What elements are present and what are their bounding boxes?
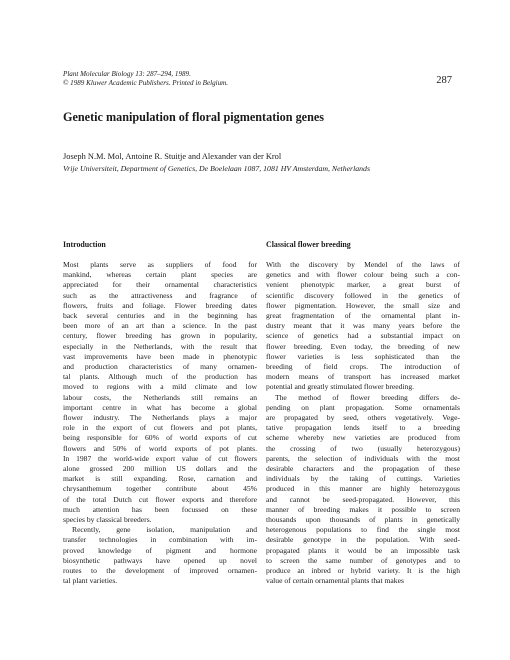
text-line: In 1987 the world-wide export value of cut flowers (63, 453, 257, 463)
text-line: Most plants serve as suppliers of food for (63, 260, 257, 269)
text-line: flower breeding. Even today, the breeding of new (266, 341, 460, 351)
text-line: With the discovery by Mendel of the laws of (266, 260, 460, 269)
text-line: proved knowledge of pigment and hormone (63, 545, 257, 555)
text-line: tal plant varieties. (63, 576, 118, 586)
text-line: century, flower breeding has grown in popularity, (63, 331, 257, 341)
journal-citation (63, 70, 363, 88)
text-line: tative propagation lends itself to a breeding (266, 423, 460, 433)
text-line: and cannot be seed-propagated. However, this (266, 494, 460, 504)
text-line: science of genetics had a substantial impact on (266, 331, 460, 341)
article-affiliation: Vrije Universiteit, Department of Genetics, De Boelelaan 1087, 1081 HV Amsterdam, Netherlands (63, 164, 370, 173)
text-line: alone grossed 200 million US dollars and the (63, 464, 257, 474)
section-heading-introduction: Introduction (63, 240, 106, 249)
text-line: flowers and 50% of world exports of pot plants. (63, 443, 257, 453)
copyright-line: © 1989 Kluwer Academic Publishers. Printed in Belgium. (63, 79, 229, 87)
article-title: Genetic manipulation of floral pigmentation genes (63, 110, 325, 124)
text-line: value of certain ornamental plants that makes (266, 576, 404, 586)
text-line: biosynthetic pathways have opened up novel (63, 555, 257, 565)
text-line: market is still expanding. Rose, carnation and (63, 474, 257, 484)
text-line: been more of an art than a science. In the past (63, 321, 257, 331)
text-line: heterogenous populations to find the single most (266, 525, 460, 535)
text-line: flowers, fruits and foliage. Flower breeding dates (63, 300, 257, 310)
text-line: potential and greatly stimulated flower breeding. (266, 382, 415, 392)
text-line: back several centuries and in the beginning has (63, 311, 257, 321)
text-line: thousands upon thousands of plants in genetically (266, 515, 460, 525)
text-line: individuals by the taking of cuttings. Varieties (266, 474, 460, 484)
article-authors: Joseph N.M. Mol, Antoine R. Stuitje and Alexander van der Krol (63, 152, 282, 161)
text-line: desirable genotype in the population. With seed- (266, 535, 460, 545)
introduction-paragraph-2 (63, 525, 257, 586)
text-line: scheme whereby new varieties are produced from (266, 433, 460, 443)
introduction-paragraph-1 (63, 260, 257, 525)
text-line: Recently, gene isolation, manipulation and (72, 525, 257, 535)
text-line: are propagated by seed, others vegetatively. Vege- (266, 413, 460, 423)
text-line: species by classical breeders. (63, 515, 152, 525)
text-line: pending on plant propagation. Some ornamentals (266, 402, 460, 412)
text-line: much attention has been focussed on these (63, 504, 257, 514)
text-line: The method of flower breeding differs de- (275, 392, 460, 402)
text-line: appreciated for their ornamental characteristics (63, 280, 257, 290)
text-line: flower industry. The Netherlands plays a major (63, 413, 257, 423)
text-line: vast improvements have been made in phenotypic (63, 351, 257, 361)
text-line: genetics and with flower colour being such a con- (266, 270, 460, 280)
text-line: desirable characters and the propagation of these (266, 464, 460, 474)
page-number: 287 (436, 75, 452, 86)
left-column (63, 240, 257, 587)
text-line: the crossing of two (usually heterozygous) (266, 443, 460, 453)
text-line: chrysanthemum together contribute about 45% (63, 484, 257, 494)
text-line: scientific discovery followed in the genetics of (266, 290, 460, 300)
text-line: such as the attractiveness and fragrance of (63, 290, 257, 300)
text-line: flower varieties is less sophisticated than the (266, 351, 460, 361)
text-line: produced in this manner are highly heterozygous (266, 484, 460, 494)
text-line: to screen the same number of genotypes and to (266, 555, 460, 565)
text-line: especially in the Netherlands, with the result that (63, 341, 257, 351)
text-line: transfer technologies in combination with im- (63, 535, 257, 545)
text-line: propagated plants it would be an impossible task (266, 545, 460, 555)
text-line: dustry meant that it was many years before the (266, 321, 460, 331)
text-line: modern means of transport has increased market (266, 372, 460, 382)
text-line: venient phenotypic marker, a great burst of (266, 280, 460, 290)
text-line: produce an inbred or hybrid variety. It is the high (266, 566, 460, 576)
text-line: breeding of field crops. The introduction of (266, 362, 460, 372)
text-line: routes to the development of improved ornamen- (63, 566, 257, 576)
text-line: important centre in what has become a global (63, 402, 257, 412)
classical-breeding-paragraph-1 (266, 260, 460, 393)
text-line: manner of breeding makes it possible to screen (266, 504, 460, 514)
text-line: and production characteristics of many ornamen- (63, 362, 257, 372)
classical-breeding-paragraph-2 (266, 393, 460, 587)
section-heading-classical-breeding: Classical flower breeding (266, 240, 351, 249)
text-line: tal plants. Although much of the production has (63, 372, 257, 382)
text-line: flower pigmentation. However, the small size and (266, 300, 460, 310)
text-line: being responsible for 60% of world exports of cut (63, 433, 257, 443)
text-line: moved to regions with a mild climate and low (63, 382, 257, 392)
text-line: labour costs, the Netherlands still remains an (63, 392, 257, 402)
text-line: of the total Dutch cut flower exports and therefore (63, 494, 257, 504)
text-line: role in the export of cut flowers and pot plants, (63, 423, 257, 433)
journal-line: Plant Molecular Biology 13: 287–294, 1989. (63, 70, 191, 78)
text-line: mankind, whereas certain plant species are (63, 270, 257, 280)
right-column (266, 240, 460, 587)
text-line: parents, the selection of individuals with the most (266, 453, 460, 463)
text-line: great fragmentation of the ornamental plant in- (266, 311, 460, 321)
